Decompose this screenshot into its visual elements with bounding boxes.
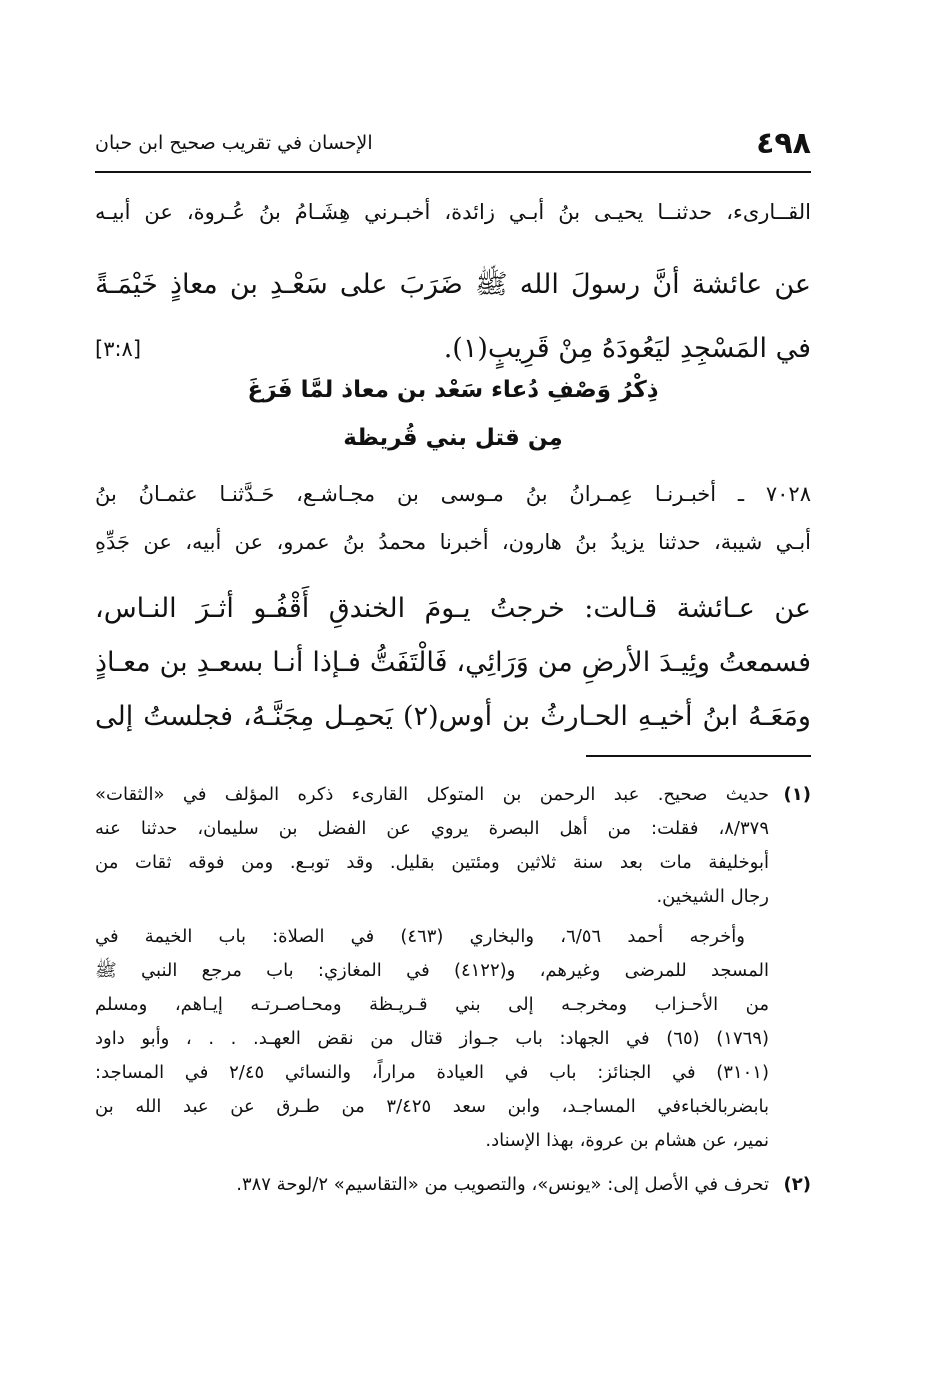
text-line: فسمعتُ وئِيـدَ الأرضِ من وَرَائِي، فَالْتَفَتُّ فـإذا أنـا بسعـدِ بن معـاذٍ: [95, 647, 811, 678]
page-number: ٤٩٨: [756, 126, 811, 161]
running-title: الإحسان في تقريب صحيح ابن حبان: [95, 132, 373, 154]
text-line: ومَعَـهُ ابنُ أخيـهِ الحـارثُ بن أوس(٢) يَحمِـل مِجَنَّـهُ، فجلستُ إلى: [95, 701, 811, 732]
footnote-rule: [586, 755, 811, 757]
footnote-line: بابضربالخباءفي المساجـد، وابن سعد ٣/٤٢٥ من طـرق عن عبد الله بن: [95, 1096, 769, 1117]
text-line: عن عائشة أنَّ رسولَ الله ﷺ ضَرَبَ على سَعْـدِ بن معاذٍ خَيْمَـةً: [95, 269, 811, 300]
footnote-line: ٨/٣٧٩، فقلت: من أهل البصرة يروي عن الفضل بن سليمان، حدثنا عنه: [95, 818, 769, 839]
heading-line: ذِكْرُ وَصْفِ دُعاء سَعْد بن معاذ لمَّا فَرَغَ: [247, 377, 659, 403]
text-line: القــارىء، حدثنــا يحيـى بنُ أبـي زائدة، أخبـرني هِشَـامُ بنُ عُـروة، عن أبيـه: [95, 200, 811, 224]
footnote-1: [95, 778, 811, 1158]
hadith-reference: [٣:٨]: [95, 337, 142, 361]
footnote-line: رجال الشيخين.: [656, 886, 769, 907]
footnote-line: من الأحـزاب ومخرجـه إلى بني قـريـظة ومحـاصـرتـه إيـاهم، ومسلم: [95, 994, 769, 1015]
chapter-heading: [95, 366, 811, 462]
header-rule: [95, 171, 811, 173]
footnote-line: نمير، عن هشام بن عروة، بهذا الإسناد.: [485, 1130, 769, 1151]
text-line: في المَسْجِدِ ليَعُودَهُ مِنْ قَرِيبٍ(١).: [443, 333, 811, 364]
page-header: [95, 122, 811, 166]
footnote-line: وأخرجه أحمد ٦/٥٦، والبخاري (٤٦٣) في الصلاة: باب الخيمة في: [95, 926, 745, 947]
text-line: ٧٠٢٨ ـ أخبـرنـا عِمـرانُ بنُ مـوسى بن مجـاشـع، حَـدَّثنـا عثمـانُ بنُ: [95, 482, 811, 506]
footnote-body: [95, 778, 769, 1158]
footnote-line: أبوخليفة مات بعد سنة ثلاثين ومئتين بقليل. وقد توبـع. ومن فوقه ثقات من: [95, 852, 769, 873]
text-line: أبـي شيبة، حدثنا يزيدُ بنُ هارون، أخبرنا محمدُ بنُ عمرو، عن أبيه، عن جَدِّهِ: [95, 530, 811, 554]
footnotes: [95, 778, 811, 1202]
footnote-line: حديث صحيح. عبد الرحمن بن المتوكل القارىء ذكره المؤلف في «الثقات»: [95, 784, 769, 805]
footnote-body: [95, 1168, 769, 1202]
heading-line: مِن قتل بني قُريظة: [343, 425, 563, 451]
hadith-7028: [95, 470, 811, 744]
footnote-line: (١٧٦٩) (٦٥) في الجهاد: باب جـواز قتال من نقض العهـد. . . ، وأبو داود: [95, 1028, 769, 1049]
footnote-line: (٣١٠١) في الجنائز: باب في العيادة مراراً، والنسائي ٢/٤٥ في المساجد:: [95, 1062, 769, 1083]
footnote-2: [95, 1168, 811, 1202]
text-line: عن عـائشة قـالت: خرجتُ يـومَ الخندقِ أَقْفُـو أثـرَ النـاس،: [95, 593, 811, 624]
footnote-number: (٢): [783, 1174, 811, 1195]
footnote-line: المسجد للمرضى وغيرهم، و(٤١٢٢) في المغازي: باب مرجع النبي ﷺ: [95, 960, 769, 981]
footnote-number: (١): [783, 784, 811, 805]
footnote-line: تحرف في الأصل إلى: «يونس»، والتصويب من «التقاسيم» ٢/لوحة ٣٨٧.: [236, 1174, 769, 1195]
hadith-continuation: [95, 188, 811, 378]
